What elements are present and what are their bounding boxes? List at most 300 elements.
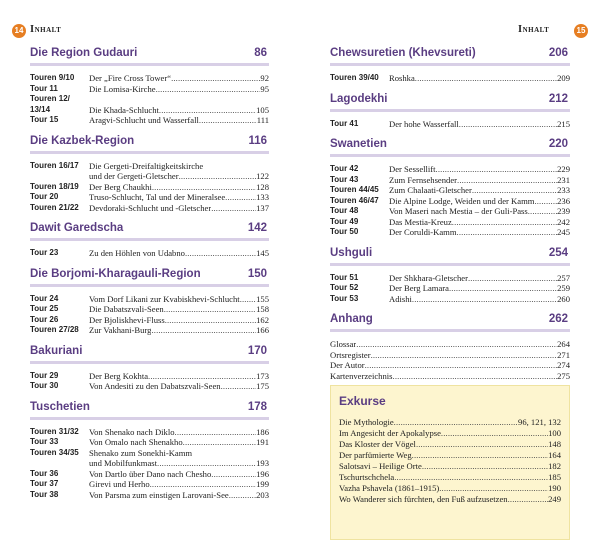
entry-text: Das Mestia-Kreuz (389, 216, 452, 227)
entry-text-wrap (389, 196, 570, 207)
right-toc-column (330, 38, 570, 381)
section-heading[interactable] (30, 268, 269, 287)
toc-entry[interactable] (330, 273, 570, 284)
toc-entry[interactable] (30, 294, 269, 305)
dot-leader (534, 196, 557, 207)
entry-text-wrap (389, 227, 570, 238)
dot-leader (457, 175, 557, 186)
entry-text-wrap (89, 490, 269, 501)
toc-entry[interactable] (30, 381, 269, 392)
section-page: 86 (254, 47, 267, 59)
entry-text-wrap (339, 472, 561, 483)
toc-entry[interactable] (330, 217, 570, 228)
tour-label: Tour 50 (330, 227, 359, 236)
exkurs-text: Die Mythologie (339, 417, 394, 427)
tour-label: Touren 31/32 (30, 426, 79, 436)
entry-text: Adishi (389, 293, 412, 304)
toc-entry[interactable] (30, 427, 269, 438)
section-heading[interactable] (30, 222, 269, 241)
entry-text-wrap (389, 294, 570, 305)
toc-entry[interactable] (30, 315, 269, 326)
section-page: 116 (248, 134, 267, 147)
entry-text: Von Dartlo über Dano nach Chesho (89, 468, 212, 479)
entry-text-wrap (89, 479, 269, 490)
entry-text: Glossar (330, 339, 357, 349)
section-page: 170 (247, 344, 267, 357)
tour-label: Tour 52 (330, 283, 359, 292)
tour-label: Tour 23 (30, 248, 59, 257)
exkurs-entry[interactable] (339, 439, 561, 450)
dot-leader (528, 206, 557, 217)
dot-leader (439, 483, 548, 494)
entry-page: 137 (256, 202, 269, 213)
entry-text-wrap (89, 94, 269, 105)
entry-page: 264 (557, 339, 570, 349)
exkurs-page: 190 (548, 483, 561, 493)
dot-leader (171, 73, 260, 84)
section-title: Bakuriani (30, 344, 83, 357)
tour-label: Touren 16/17 (30, 160, 79, 170)
entry-page: 196 (256, 468, 269, 479)
entry-text: Zur Vakhani-Burg (89, 325, 152, 335)
entry-page: 155 (256, 293, 269, 304)
entry-text-wrap (389, 119, 570, 130)
exkurs-entry[interactable] (339, 472, 561, 483)
exkurs-text: Wo Wanderer sich fürchten, den Fuß aufzusetzen (339, 494, 508, 504)
toc-entry[interactable] (30, 203, 269, 214)
entry-text-wrap (89, 115, 269, 126)
dot-leader (422, 461, 548, 472)
tour-label: Tour 15 (30, 115, 59, 124)
entry-text: Die Lomisa-Kirche (89, 83, 156, 94)
exkurs-page: 148 (548, 439, 561, 449)
dot-leader (394, 417, 518, 428)
entry-text-wrap (389, 283, 570, 294)
entry-text-wrap (89, 73, 269, 84)
entry-page: 271 (557, 349, 570, 360)
entry-text: Die Khada-Schlucht (89, 104, 159, 115)
section-title: Tuschetien (30, 400, 90, 413)
dot-leader (449, 283, 557, 294)
right-page-number: 15 (574, 24, 588, 38)
dot-leader (185, 248, 256, 259)
exkurs-entry[interactable] (339, 428, 561, 439)
entry-page: 233 (557, 185, 570, 195)
entry-text-wrap (89, 304, 269, 315)
tour-label: Tour 38 (30, 489, 59, 499)
toc-section (30, 345, 269, 392)
entry-text: Roshka (389, 73, 415, 83)
tour-label: Touren 39/40 (330, 73, 379, 82)
entry-text-wrap (89, 84, 269, 95)
entry-page: 145 (256, 248, 269, 258)
toc-entry[interactable] (330, 175, 570, 186)
toc-entry[interactable] (30, 248, 269, 259)
entry-text-wrap (89, 427, 269, 438)
tour-label: Touren 46/47 (330, 195, 379, 205)
entry-text: Der Autor (330, 360, 365, 370)
entry-text: Der Berg Kokhta (89, 370, 149, 381)
entry-text-wrap (339, 494, 561, 505)
entry-text: Der Sessellift (389, 164, 436, 174)
entry-text-wrap (89, 437, 269, 448)
toc-entry[interactable] (330, 371, 570, 382)
entry-text-wrap (389, 175, 570, 186)
entry-text: und Mobilfunkmast (89, 458, 158, 468)
tour-label: 13/14 (30, 104, 51, 114)
entry-page: 245 (557, 227, 570, 237)
entry-page: 215 (557, 118, 570, 129)
entry-text-wrap (89, 371, 269, 382)
tour-label: Touren 21/22 (30, 202, 79, 212)
entry-text: Der Coruldi-Kamm (389, 227, 457, 237)
dot-leader (240, 294, 256, 305)
tour-label (30, 171, 89, 182)
dot-leader (472, 185, 557, 196)
toc-entry[interactable] (30, 192, 269, 203)
entry-text-wrap (89, 294, 269, 305)
dot-leader (412, 294, 557, 305)
section-heading[interactable] (330, 138, 570, 157)
entry-text-wrap (389, 206, 570, 217)
section-title: Die Kazbek-Region (30, 134, 135, 147)
dot-leader (229, 490, 256, 501)
dot-leader (211, 203, 256, 214)
dot-leader (412, 450, 548, 461)
exkurse-list (339, 417, 561, 505)
dot-leader (175, 427, 257, 438)
section-heading[interactable] (330, 313, 570, 332)
section-heading[interactable] (30, 345, 269, 364)
tour-label (30, 458, 89, 469)
tour-label: Tour 37 (30, 479, 59, 488)
tour-label: Touren 12/ (30, 94, 70, 103)
toc-entry[interactable] (330, 283, 570, 294)
section-heading[interactable] (330, 93, 570, 112)
exkurs-page: 185 (548, 472, 561, 482)
section-title: Swanetien (330, 138, 387, 150)
dot-leader (159, 105, 256, 116)
toc-section (30, 135, 269, 214)
toc-entry[interactable] (330, 196, 570, 207)
exkurs-entry[interactable] (339, 417, 561, 428)
toc-entry[interactable] (30, 437, 269, 448)
tour-label: Tour 33 (30, 437, 59, 446)
entry-text: Der „Fire Cross Tower“ (89, 73, 172, 83)
dot-leader (150, 479, 256, 490)
exkurs-page: 100 (548, 428, 561, 438)
toc-entry[interactable] (330, 360, 570, 371)
entry-text: Zu den Höhlen von Udabno (89, 248, 185, 258)
right-running-title: Inhalt (518, 24, 550, 35)
toc-entry[interactable] (30, 115, 269, 126)
toc-entry[interactable] (30, 479, 269, 490)
tour-label: Tour 49 (330, 216, 359, 226)
entry-text: Von Andesiti zu den Dabatszvali-Seen (89, 381, 221, 391)
dot-leader (371, 350, 558, 361)
entry-text-wrap (330, 350, 570, 361)
entry-text: Ortsregister (330, 349, 371, 360)
dot-leader (148, 371, 256, 382)
section-page: 212 (548, 92, 568, 105)
section-title: Lagodekhi (330, 92, 388, 105)
exkurs-entry[interactable] (339, 483, 561, 494)
entry-text-wrap (89, 315, 269, 326)
entry-page: 158 (256, 304, 269, 314)
entry-page: 186 (256, 426, 269, 437)
entry-page: 236 (557, 195, 570, 206)
entry-text-wrap (389, 217, 570, 228)
dot-leader (165, 315, 256, 326)
section-title: Dawit Garedscha (30, 222, 124, 234)
section-heading[interactable] (330, 47, 570, 66)
toc-section (30, 222, 269, 259)
entry-text-wrap (89, 458, 269, 469)
entry-text: Zum Fernsehsender (389, 174, 458, 185)
entry-page: 95 (260, 83, 269, 94)
tour-label: Tour 53 (330, 293, 359, 303)
dot-leader (156, 84, 261, 95)
section-heading[interactable] (330, 247, 570, 266)
tour-label: Touren 18/19 (30, 181, 79, 191)
toc-entry[interactable] (330, 73, 570, 84)
dot-leader (199, 115, 257, 126)
exkurs-text: Tschurtschchela (339, 472, 395, 482)
entry-page: 275 (557, 370, 570, 381)
toc-entry[interactable] (30, 94, 269, 105)
tour-label: Tour 42 (330, 164, 359, 173)
tour-label: Tour 30 (30, 381, 59, 390)
toc-entry[interactable] (330, 164, 570, 175)
entry-text: Der Berg Chaukhi (89, 181, 152, 192)
dot-leader (394, 472, 548, 483)
entry-page: 193 (256, 458, 269, 468)
toc-entry[interactable] (330, 206, 570, 217)
entry-text: Die Gergeti-Dreifaltigkeitskirche (89, 160, 204, 171)
section-page: 178 (247, 400, 267, 413)
toc-entry[interactable] (30, 182, 269, 193)
entry-text-wrap (339, 483, 561, 494)
entry-text: Von Shenako nach Diklo (89, 426, 175, 437)
entry-text-wrap (339, 450, 561, 461)
entry-text: Vom Dorf Likani zur Kvabiskhevi-Schlucht (89, 293, 240, 304)
dot-leader (183, 437, 256, 448)
dot-leader (459, 119, 557, 130)
dot-leader (436, 164, 558, 175)
toc-section (330, 247, 570, 305)
toc-entry[interactable] (30, 448, 269, 459)
entry-page: 209 (557, 73, 570, 83)
entry-text-wrap (89, 182, 269, 193)
entry-text: Aragvi-Schlucht und Wasserfall (89, 115, 199, 125)
exkurs-entry[interactable] (339, 450, 561, 461)
section-page: 142 (247, 222, 267, 234)
toc-section (30, 47, 269, 126)
tour-label: Tour 20 (30, 192, 59, 201)
entry-text: Der Berg Lamara (389, 283, 449, 293)
section-heading[interactable] (30, 401, 269, 420)
entry-text-wrap (330, 371, 570, 382)
entry-text-wrap (389, 73, 570, 84)
dot-leader (225, 192, 256, 203)
section-heading[interactable] (30, 135, 269, 154)
section-title: Die Borjomi-Kharagauli-Region (30, 267, 201, 280)
exkurs-entry[interactable] (339, 461, 561, 472)
exkurs-text: Der parfümierte Weg (339, 450, 412, 460)
exkurs-text: Vazha Pshavela (1861–1915) (339, 483, 440, 493)
entry-text: Kartenverzeichnis (330, 370, 393, 381)
dot-leader (152, 182, 256, 193)
entry-text-wrap (339, 461, 561, 472)
toc-entry[interactable] (30, 161, 269, 172)
toc-entry[interactable] (330, 339, 570, 350)
entry-text: Der hohe Wasserfall (389, 118, 459, 129)
dot-leader (179, 171, 257, 182)
tour-label: Tour 41 (330, 118, 359, 128)
entry-page: 257 (557, 272, 570, 283)
toc-entry[interactable] (330, 294, 570, 305)
entry-text-wrap (330, 339, 570, 350)
tour-label: Tour 11 (30, 83, 58, 93)
dot-leader (416, 439, 548, 450)
section-page: 206 (548, 47, 568, 59)
dot-leader (221, 381, 257, 392)
entry-text-wrap (389, 273, 570, 284)
entry-text: Zum Chalaati-Gletscher (389, 185, 472, 195)
entry-text: Truso-Schlucht, Tal und der Mineralsee (89, 192, 226, 202)
exkurse-box (330, 385, 570, 540)
entry-text: Die Alpine Lodge, Weiden und der Kamm (389, 195, 535, 206)
exkurs-page: 96, 121, 132 (518, 417, 561, 427)
toc-entry[interactable] (30, 105, 269, 116)
entry-text-wrap (89, 469, 269, 480)
entry-text: Der Bjoliskhevi-Fluss (89, 314, 165, 325)
entry-text: und der Gergeti-Gletscher (89, 171, 179, 181)
exkurs-text: Salotsavi – Heilige Orte (339, 461, 422, 471)
tour-label: Touren 9/10 (30, 73, 75, 82)
section-page: 150 (247, 267, 267, 280)
entry-page: 162 (256, 314, 269, 325)
entry-text: Von Parsma zum einstigen Larovani-See (89, 489, 229, 500)
entry-page: 229 (557, 164, 570, 174)
toc-entry[interactable] (30, 304, 269, 315)
section-page: 220 (548, 138, 568, 150)
entry-text-wrap (339, 417, 561, 428)
entry-page: 191 (256, 437, 269, 447)
entry-text: Der Shkhara-Gletscher (389, 272, 468, 283)
toc-entry[interactable] (330, 119, 570, 130)
entry-text: Girevi und Herho (89, 479, 150, 489)
exkurs-page: 182 (548, 461, 561, 471)
toc-entry[interactable] (30, 490, 269, 501)
toc-entry[interactable] (30, 171, 269, 182)
dot-leader (415, 73, 557, 84)
toc-section (330, 47, 570, 84)
entry-page: 175 (256, 381, 269, 391)
toc-entry[interactable] (330, 350, 570, 361)
dot-leader (164, 304, 256, 315)
entry-page: 259 (557, 283, 570, 293)
entry-page: 231 (557, 174, 570, 185)
dot-leader (441, 428, 548, 439)
toc-section (30, 268, 269, 336)
toc-entry[interactable] (30, 371, 269, 382)
entry-text: Shenako zum Sonekhi-Kamm (89, 447, 193, 458)
entry-page: 105 (256, 104, 269, 115)
exkurs-text: Im Angesicht der Apokalypse (339, 428, 441, 438)
entry-text-wrap (389, 164, 570, 175)
toc-entry[interactable] (30, 469, 269, 480)
entry-text-wrap (89, 448, 269, 459)
tour-label: Tour 24 (30, 293, 59, 303)
entry-text: Devdoraki-Schlucht und -Gletscher (89, 202, 212, 213)
exkurse-title: Exkurse (339, 394, 386, 408)
toc-entry[interactable] (30, 458, 269, 469)
exkurs-page: 249 (548, 494, 561, 504)
toc-entry[interactable] (30, 73, 269, 84)
toc-entry[interactable] (330, 227, 570, 238)
entry-text-wrap (89, 203, 269, 214)
entry-text-wrap (89, 161, 269, 172)
tour-label: Tour 36 (30, 468, 59, 478)
entry-page: 274 (557, 360, 570, 370)
section-heading[interactable] (30, 47, 269, 66)
dot-leader (151, 325, 256, 336)
entry-page: 173 (256, 370, 269, 381)
entry-page: 242 (557, 216, 570, 227)
entry-page: 239 (557, 206, 570, 216)
entry-page: 203 (256, 489, 269, 500)
tour-label: Tour 48 (330, 206, 359, 215)
dot-leader (356, 339, 557, 350)
toc-section (330, 138, 570, 238)
section-page: 262 (548, 313, 568, 325)
toc-entry[interactable] (30, 325, 269, 336)
dot-leader (157, 458, 256, 469)
entry-page: 260 (557, 293, 570, 304)
toc-entry[interactable] (330, 185, 570, 196)
entry-text: Die Dabatszvali-Seen (89, 304, 164, 314)
entry-text: Von Maseri nach Mestia – der Guli-Pass (389, 206, 528, 216)
toc-section (330, 313, 570, 381)
entry-text-wrap (89, 381, 269, 392)
entry-page: 199 (256, 479, 269, 489)
entry-page: 111 (256, 115, 269, 125)
dot-leader (452, 217, 557, 228)
dot-leader (457, 227, 558, 238)
dot-leader (393, 371, 558, 382)
tour-label: Tour 29 (30, 370, 59, 380)
tour-label: Tour 51 (330, 272, 359, 282)
entry-text-wrap (330, 360, 570, 371)
tour-label: Tour 26 (30, 314, 59, 324)
section-page: 254 (548, 246, 568, 259)
entry-text-wrap (389, 185, 570, 196)
tour-label: Touren 34/35 (30, 447, 79, 457)
section-title: Anhang (330, 313, 373, 325)
entry-text-wrap (89, 171, 269, 182)
tour-label: Touren 44/45 (330, 185, 379, 194)
entry-text-wrap (339, 428, 561, 439)
exkurs-text: Das Kloster der Vögel (339, 439, 416, 449)
exkurs-entry[interactable] (339, 494, 561, 505)
dot-leader (508, 494, 549, 505)
entry-text-wrap (89, 192, 269, 203)
toc-entry[interactable] (30, 84, 269, 95)
entry-text: Von Omalo nach Shenakho (89, 437, 183, 447)
toc-section (330, 93, 570, 130)
entry-page: 166 (256, 325, 269, 335)
